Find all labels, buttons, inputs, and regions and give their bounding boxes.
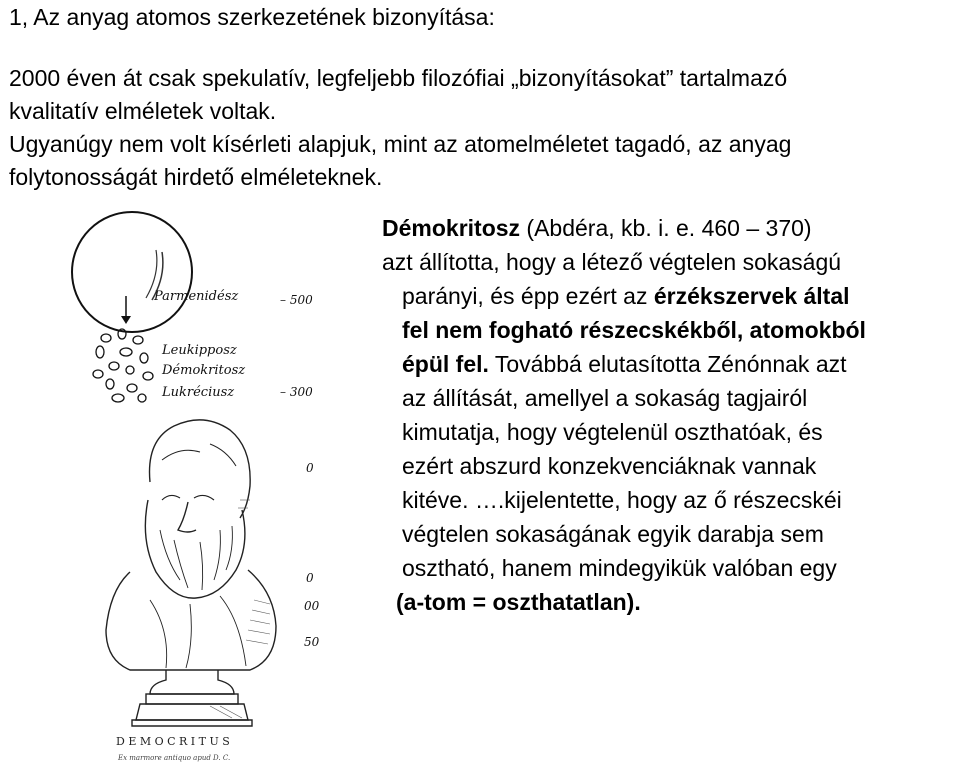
intro-line-1: 2000 éven át csak spekulatív, legfeljebb filozófiai „bizonyításokat” tartalmazó (9, 65, 788, 91)
figure-caption: D E M O C R I T U S (116, 735, 230, 748)
intro-line-3: Ugyanúgy nem volt kísérleti alapjuk, mint az atomelméletet tagadó, az anyag (9, 131, 792, 157)
intro-paragraph (9, 62, 791, 194)
bio-line-6: az állítását, amellyel a sokaság tagjairól (402, 385, 808, 411)
bio-line-5a: épül fel. (402, 351, 489, 377)
bio-line-10: végtelen sokaságának egyik darabja sem (402, 521, 824, 547)
bio-line-2: azt állította, hogy a létező végtelen sokaságú (382, 249, 842, 275)
democritus-figure (70, 200, 330, 762)
atoms-cluster-icon (93, 329, 153, 402)
bust-shading (210, 500, 270, 718)
bio-line-3 (382, 279, 960, 313)
bio-line-4: fel nem fogható részecskékből, atomokból (402, 317, 866, 343)
bio-line-7: kimutatja, hogy végtelenül oszthatóak, és (402, 419, 823, 445)
sphere-icon (72, 212, 192, 332)
label-lukrecius: Lukréciusz (162, 385, 235, 400)
edge-mark-4: 50 (304, 635, 320, 649)
figure-subcaption: Ex marmore antiquo apud D. C. (118, 754, 231, 762)
label-leukippos: Leukipposz (162, 343, 237, 358)
label-lukrecius-year: – 300 (280, 385, 313, 399)
bio-dates: (Abdéra, kb. i. e. 460 – 370) (520, 215, 812, 241)
bio-line-11: osztható, hanem mindegyikük valóban egy (402, 555, 837, 581)
label-parmenides-year: – 500 (280, 293, 313, 307)
bio-line-5b: Továbbá elutasította Zénónnak azt (488, 351, 847, 377)
edge-mark-3: 00 (304, 599, 320, 613)
bio-heading (382, 211, 960, 245)
label-parmenides: Parmenidész (154, 289, 239, 304)
page-title: 1, Az anyag atomos szerkezetének bizonyítása: (9, 4, 495, 30)
figure-illustration (70, 200, 330, 762)
edge-mark-1: 0 (306, 461, 314, 475)
bio-line-3b: érzékszervek által (653, 283, 850, 309)
bio-name: Démokritosz (382, 215, 521, 241)
bio-line-3a: parányi, és épp ezért az (402, 283, 654, 309)
edge-mark-2: 0 (306, 571, 314, 585)
bio-line-9: kitéve. ….kijelentette, hogy az ő részecskéi (402, 487, 842, 513)
bio-line-12: (a-tom = oszthatatlan). (396, 589, 641, 615)
bio-line-5 (382, 347, 960, 381)
label-demokritos: Démokritosz (162, 363, 246, 378)
intro-line-4: folytonosságát hirdető elméleteknek. (9, 164, 383, 190)
bio-line-8: ezért abszurd konzekvenciáknak vannak (402, 453, 817, 479)
intro-line-2: kvalitatív elméletek voltak. (9, 98, 277, 124)
bust-engraving (106, 420, 276, 726)
democritus-bio (382, 211, 960, 619)
arrow-head-icon (121, 316, 131, 324)
